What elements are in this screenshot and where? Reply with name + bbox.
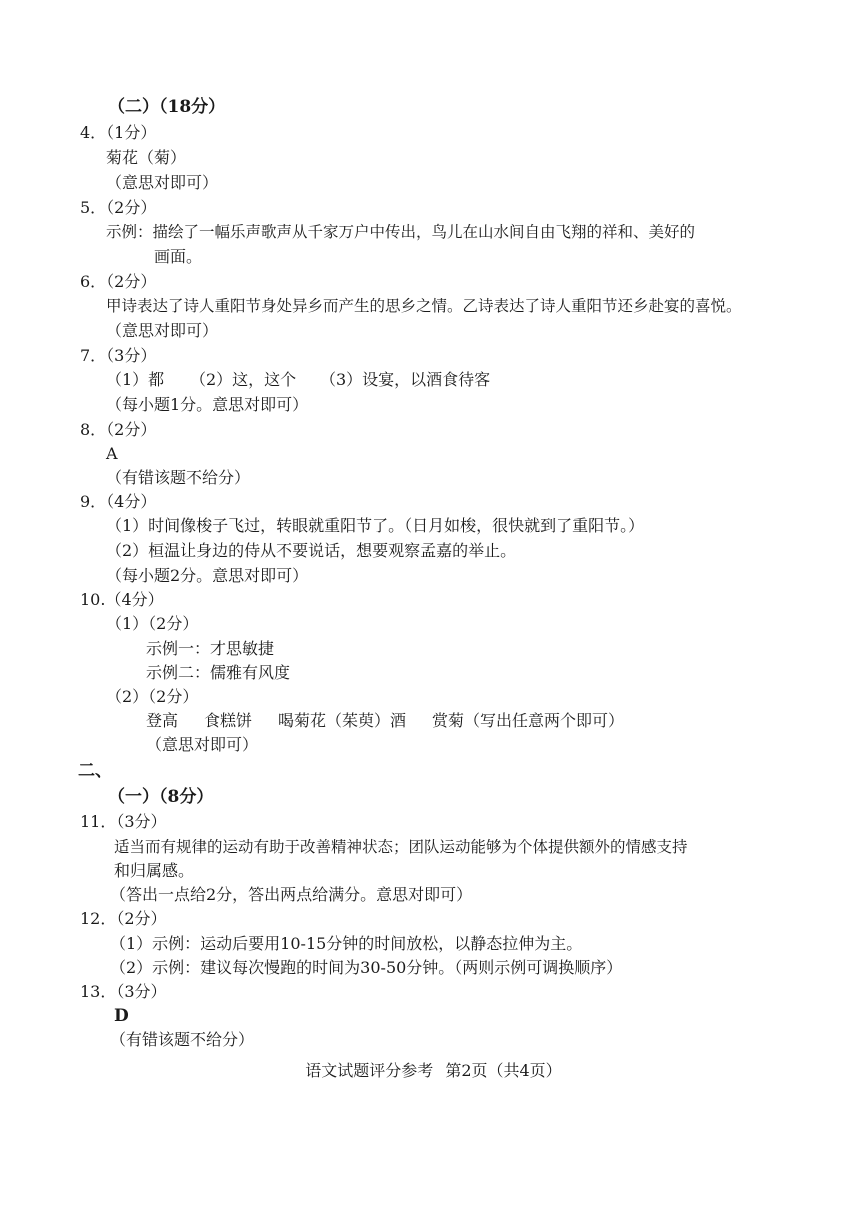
- footer-title: 语文试题评分参考: [305, 1061, 434, 1080]
- section-two-heading: 二、: [78, 761, 112, 781]
- q9-answer-2: （2）桓温让身边的侍从不要说话，想要观察孟嘉的举止。: [106, 541, 517, 560]
- q10-part2-item2: 食糕饼: [204, 711, 253, 730]
- q4-answer: 菊花（菊）: [106, 148, 187, 167]
- q13-number: 13．（3分）: [80, 982, 167, 1001]
- q10-part1-example2: 示例二：儒雅有风度: [146, 663, 291, 682]
- q7-note: （每小题1分。意思对即可）: [106, 395, 309, 414]
- q4-note: （意思对即可）: [106, 173, 219, 192]
- q12-answer-1: （1）示例：运动后要用10-15分钟的时间放松，以静态拉伸为主。: [110, 934, 583, 953]
- q8-note: （有错该题不给分）: [106, 468, 251, 487]
- footer-page-number: 第2页（共4页）: [445, 1061, 562, 1080]
- q8-number: 8．（2分）: [80, 420, 157, 439]
- q7-answer-1: （1）都: [106, 370, 165, 389]
- q6-number: 6．（2分）: [80, 272, 157, 291]
- q10-number: 10.（4分）: [80, 590, 164, 609]
- q12-answer-2: （2）示例：建议每次慢跑的时间为30-50分钟。（两则示例可调换顺序）: [110, 958, 623, 977]
- q12-number: 12．（2分）: [80, 909, 167, 928]
- section-heading: （二）（18分）: [108, 97, 226, 117]
- q5-number: 5．（2分）: [80, 198, 157, 217]
- q8-answer: A: [106, 444, 118, 463]
- q4-number: 4．（1分）: [80, 123, 157, 142]
- q6-note: （意思对即可）: [106, 321, 219, 340]
- q10-part2-item4: 赏菊（写出任意两个即可）: [432, 711, 625, 730]
- q10-part2-item1: 登高: [146, 711, 179, 730]
- q11-answer-line2: 和归属感。: [114, 861, 195, 880]
- q10-part1-heading: （1）（2分）: [106, 614, 199, 633]
- q9-answer-1: （1）时间像梭子飞过，转眼就重阳节了。（日月如梭，很快就到了重阳节。）: [106, 516, 645, 535]
- q7-answer-2: （2）这，这个: [190, 370, 297, 389]
- q9-number: 9．（4分）: [80, 492, 157, 511]
- q5-answer-line2: 画面。: [154, 247, 203, 266]
- section-two-part-heading: （一）（8分）: [108, 787, 214, 807]
- q10-part2-heading: （2）（2分）: [106, 687, 199, 706]
- q13-answer: D: [114, 1006, 129, 1026]
- q10-part1-example1: 示例一：才思敏捷: [146, 639, 275, 658]
- q9-note: （每小题2分。意思对即可）: [106, 566, 309, 585]
- q10-part2-note: （意思对即可）: [146, 735, 259, 754]
- q11-number: 11．（3分）: [80, 812, 167, 831]
- q6-answer: 甲诗表达了诗人重阳节身处异乡而产生的思乡之情。乙诗表达了诗人重阳节还乡赴宴的喜悦。: [106, 297, 742, 315]
- q11-note: （答出一点给2分，答出两点给满分。意思对即可）: [110, 885, 473, 904]
- q5-answer-line1: 示例：描绘了一幅乐声歌声从千家万户中传出，鸟儿在山水间自由飞翔的祥和、美好的: [106, 223, 696, 241]
- q13-note: （有错该题不给分）: [110, 1030, 255, 1049]
- q10-part2-item3: 喝菊花（茱萸）酒: [278, 711, 407, 730]
- q7-answer-3: （3）设宴，以酒食待客: [320, 370, 491, 389]
- q7-number: 7．（3分）: [80, 346, 157, 365]
- page-footer: [0, 1060, 867, 1082]
- q11-answer-line1: 适当而有规律的运动有助于改善精神状态；团队运动能够为个体提供额外的情感支持: [114, 838, 688, 856]
